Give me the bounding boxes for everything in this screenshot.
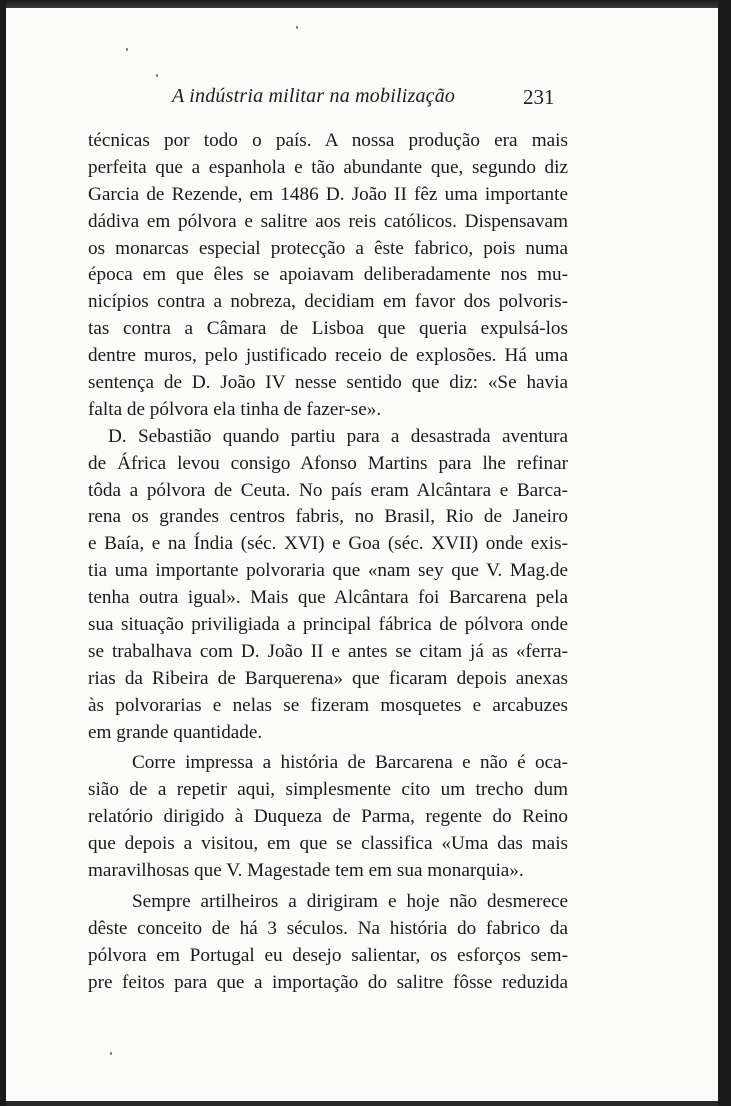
text-line: época em que êles se apoiavam deliberadamente nos mu- (88, 264, 568, 286)
text-line: às polvorarias e nelas se fizeram mosquetes e arcabuzes (88, 694, 568, 716)
text-line: tia uma importante polvoraria que «nam sey que V. Mag.de (88, 560, 568, 582)
text-line: sentença de D. João IV nesse sentido que diz: «Se havia (88, 372, 568, 394)
text-line: tenha outra igual». Mais que Alcântara foi Barcarena pela (88, 587, 568, 609)
scan-speck (156, 74, 158, 77)
text-line: pre feitos para que a importação do salitre fôsse reduzida (88, 971, 568, 993)
text-line: tôda a pólvora de Ceuta. No país eram Alcântara e Barca- (88, 479, 568, 501)
text-line: em grande quantidade. (88, 721, 263, 743)
text-line: dentre muros, pelo justificado receio de explosões. Há uma (88, 345, 568, 367)
text-line: tas contra a Câmara de Lisboa que queria expulsá-los (88, 318, 568, 340)
page-number: 231 (523, 85, 555, 109)
text-line: os monarcas especial protecção a êste fabrico, pois numa (88, 237, 568, 259)
text-line: maravilhosas que V. Magestade tem em sua monarquia». (88, 860, 524, 882)
text-line: rias da Ribeira de Barquerena» que ficaram depois anexas (88, 667, 568, 689)
text-line: sua situação priviligiada a principal fábrica de pólvora onde (88, 614, 568, 636)
text-line: D. Sebastião quando partiu para a desastrada aventura (108, 425, 568, 447)
scan-right-border (718, 0, 731, 1106)
text-line: rena os grandes centros fabris, no Brasil, Rio de Janeiro (88, 506, 568, 528)
text-line: de África levou consigo Afonso Martins para lhe refinar (88, 452, 568, 474)
page-header (6, 80, 718, 114)
text-line: falta de pólvora ela tinha de fazer-se». (88, 398, 382, 420)
text-line: que depois a visitou, em que se classifica «Uma das mais (88, 833, 568, 855)
text-line: nicípios contra a nobreza, decidiam em favor dos polvoris- (88, 291, 568, 313)
text-line: Garcia de Rezende, em 1486 D. João II fêz uma importante (88, 183, 568, 205)
text-line: técnicas por todo o país. A nossa produção era mais (88, 130, 568, 151)
text-line: sião de a repetir aqui, simplesmente cito um trecho dum (88, 779, 568, 801)
text-line: perfeita que a espanhola e tão abundante que, segundo diz (88, 156, 568, 178)
scan-speck (296, 26, 298, 29)
text-line: Sempre artilheiros a dirigiram e hoje não desmerece (132, 890, 568, 912)
text-line: e Baía, e na Índia (séc. XVI) e Goa (séc. XVII) onde exis- (88, 533, 568, 555)
text-line: pólvora em Portugal eu desejo salientar, os esforços sem- (88, 944, 568, 966)
text-line: se trabalhava com D. João II e antes se citam já as «ferra- (88, 640, 568, 662)
running-title: A indústria militar na mobilização (172, 85, 456, 107)
scan-top-border (0, 0, 731, 8)
text-line: dêste conceito de há 3 séculos. Na história do fabrico da (88, 917, 568, 939)
text-line: dádiva em pólvora e salitre aos reis católicos. Dispensavam (88, 210, 568, 232)
text-line: Corre impressa a história de Barcarena e não é oca- (132, 752, 568, 774)
book-page (6, 8, 718, 1101)
text-line: relatório dirigido à Duqueza de Parma, regente do Reino (88, 806, 568, 828)
scan-speck (110, 1052, 112, 1055)
scan-speck (126, 48, 128, 51)
body-text (88, 128, 568, 997)
